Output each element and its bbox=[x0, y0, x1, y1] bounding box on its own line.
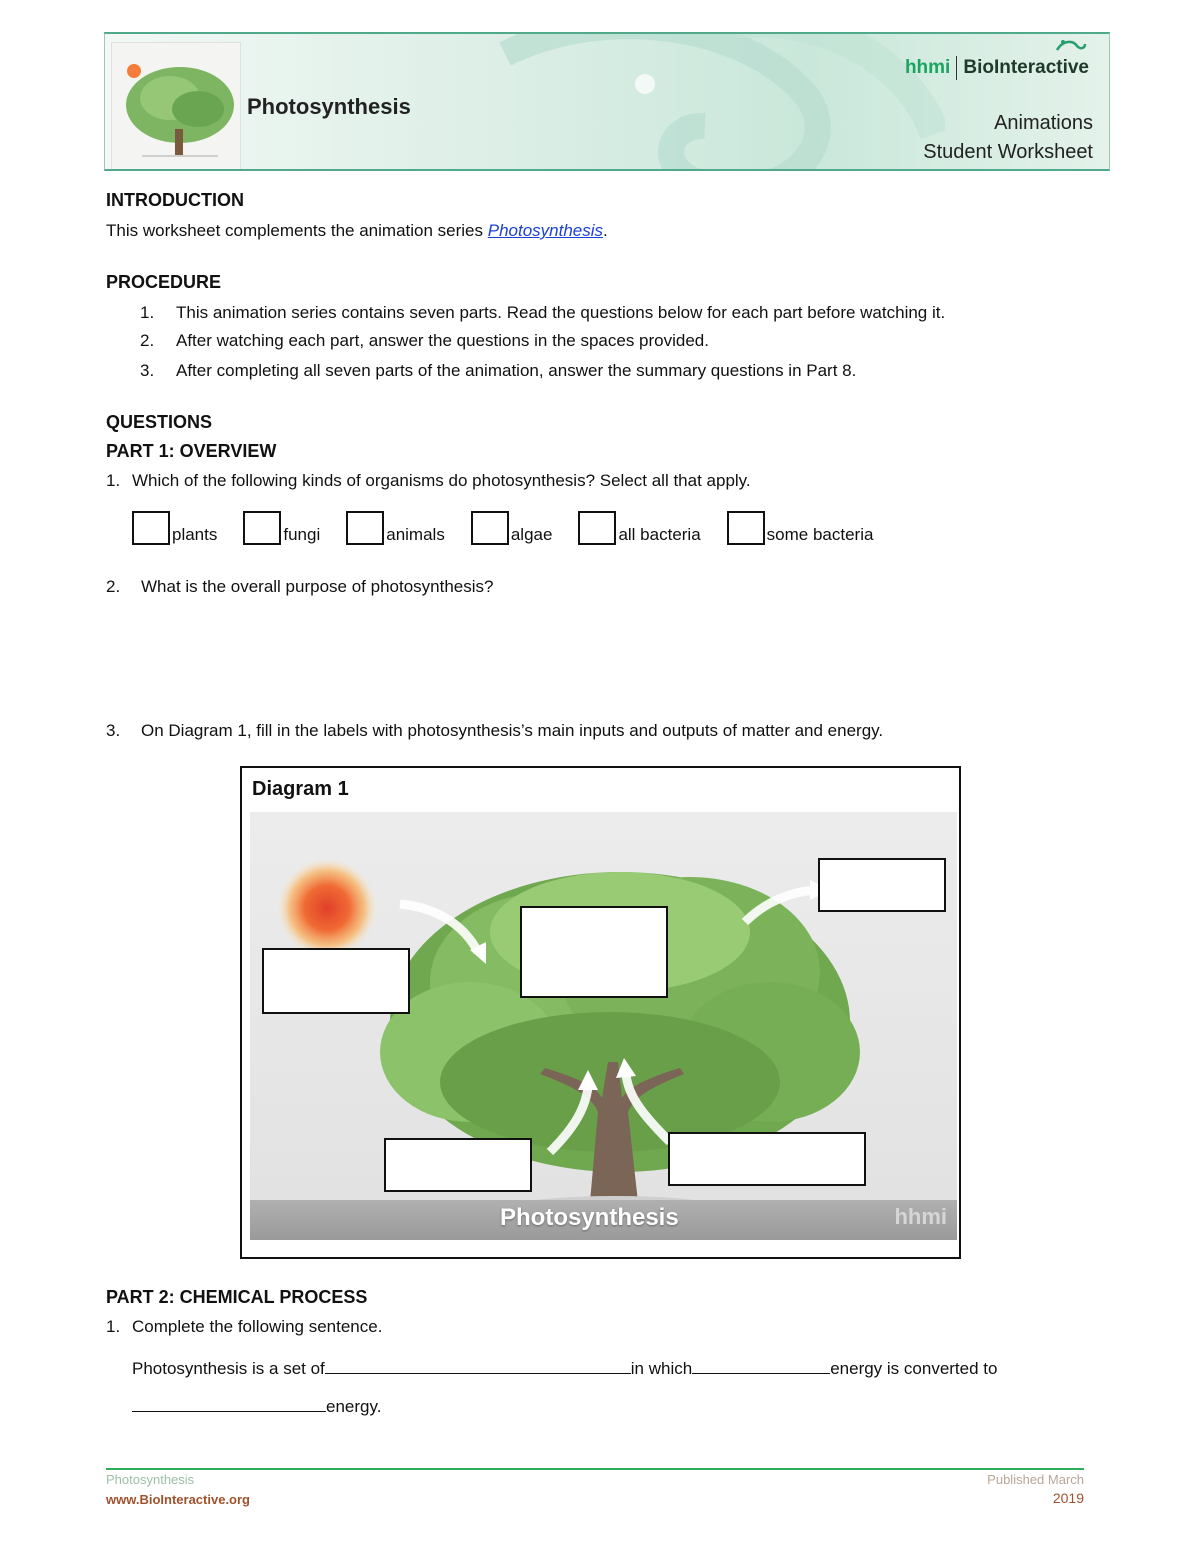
label-box-bottom-right[interactable] bbox=[668, 1132, 866, 1186]
blank-energy-type-1[interactable] bbox=[692, 1358, 830, 1374]
label-box-output[interactable] bbox=[818, 858, 946, 912]
option-label-some-bacteria: some bacteria bbox=[766, 525, 874, 544]
logo-hhmi: hhmi bbox=[904, 57, 951, 78]
diagram-watermark: hhmi bbox=[894, 1204, 947, 1229]
checkbox-some-bacteria[interactable] bbox=[727, 511, 765, 545]
introduction-text-before: This worksheet complements the animation series bbox=[106, 221, 488, 240]
option-label-plants: plants bbox=[172, 525, 218, 544]
checkbox-all-bacteria[interactable] bbox=[578, 511, 616, 545]
part1-q3-num: 3. bbox=[106, 721, 121, 740]
sentence-part-b: in which bbox=[630, 1359, 693, 1378]
banner-subtitle-worksheet: Student Worksheet bbox=[923, 141, 1093, 163]
footer-url[interactable]: www.BioInteractive.org bbox=[106, 1492, 250, 1507]
option-all-bacteria[interactable] bbox=[578, 511, 700, 545]
option-label-algae: algae bbox=[510, 525, 553, 544]
biointeractive-logo bbox=[905, 56, 1089, 80]
part2-q1-text: Complete the following sentence. bbox=[132, 1317, 383, 1336]
option-label-fungi: fungi bbox=[283, 525, 321, 544]
option-plants[interactable] bbox=[132, 511, 217, 545]
diagram-scene bbox=[250, 812, 957, 1252]
banner-subtitle-animations: Animations bbox=[994, 112, 1093, 134]
part2-sentence-line2 bbox=[132, 1396, 381, 1417]
part1-q3-text: On Diagram 1, fill in the labels with photosynthesis’s main inputs and outputs of matter and energy. bbox=[141, 721, 884, 740]
diagram-1 bbox=[240, 766, 961, 1259]
option-some-bacteria[interactable] bbox=[727, 511, 874, 545]
introduction-heading: INTRODUCTION bbox=[106, 190, 244, 210]
option-animals[interactable] bbox=[346, 511, 445, 545]
organism-options bbox=[132, 505, 887, 545]
option-fungi[interactable] bbox=[243, 511, 320, 545]
sun-icon bbox=[277, 858, 377, 958]
footer-divider bbox=[106, 1468, 1084, 1470]
label-box-sunlight[interactable] bbox=[262, 948, 410, 1014]
sentence-part-a: Photosynthesis is a set of bbox=[132, 1359, 325, 1378]
part2-q1-num: 1. bbox=[106, 1317, 121, 1336]
procedure-heading: PROCEDURE bbox=[106, 272, 222, 292]
introduction-text-after: . bbox=[603, 221, 608, 240]
footer-title: Photosynthesis bbox=[106, 1472, 195, 1487]
checkbox-animals[interactable] bbox=[346, 511, 384, 545]
procedure-item-3: After completing all seven parts of the animation, answer the summary questions in Part 8. bbox=[176, 361, 857, 380]
part1-q1-text: Which of the following kinds of organisms do photosynthesis? Select all that apply. bbox=[132, 471, 751, 490]
part2-sentence-line1 bbox=[132, 1358, 997, 1379]
part1-heading: PART 1: OVERVIEW bbox=[106, 441, 277, 461]
option-label-animals: animals bbox=[386, 525, 445, 544]
procedure-item-1: This animation series contains seven parts. Read the questions below for each part before watching it. bbox=[176, 303, 946, 322]
option-algae[interactable] bbox=[471, 511, 553, 545]
label-box-canopy[interactable] bbox=[520, 906, 668, 998]
blank-energy-type-2[interactable] bbox=[132, 1396, 326, 1412]
logo-biointeractive: BioInteractive bbox=[963, 57, 1089, 78]
logo-divider bbox=[956, 56, 957, 80]
header-banner bbox=[104, 32, 1110, 171]
checkbox-plants[interactable] bbox=[132, 511, 170, 545]
part1-q2-text: What is the overall purpose of photosynthesis? bbox=[141, 577, 494, 596]
sentence-part-c: energy is converted to bbox=[830, 1359, 998, 1378]
checkbox-fungi[interactable] bbox=[243, 511, 281, 545]
diagram-caption: Photosynthesis bbox=[500, 1204, 679, 1231]
questions-heading: QUESTIONS bbox=[106, 412, 213, 432]
procedure-num-3: 3. bbox=[140, 361, 155, 380]
procedure-num-1: 1. bbox=[140, 303, 155, 322]
blank-set-of[interactable] bbox=[325, 1358, 631, 1374]
part1-q1-num: 1. bbox=[106, 471, 121, 490]
checkbox-algae[interactable] bbox=[471, 511, 509, 545]
procedure-item-2: After watching each part, answer the questions in the spaces provided. bbox=[176, 331, 709, 350]
lizard-logo-icon bbox=[1055, 36, 1087, 56]
label-box-bottom-left[interactable] bbox=[384, 1138, 532, 1192]
decorative-swirl bbox=[485, 32, 945, 171]
banner-title: Photosynthesis bbox=[247, 94, 411, 119]
tree-thumbnail bbox=[111, 42, 241, 170]
part1-q2-num: 2. bbox=[106, 577, 121, 596]
sentence-part-d: energy. bbox=[326, 1397, 382, 1416]
diagram-title: Diagram 1 bbox=[252, 778, 349, 800]
part2-heading: PART 2: CHEMICAL PROCESS bbox=[106, 1287, 368, 1307]
procedure-num-2: 2. bbox=[140, 331, 155, 350]
introduction-text bbox=[106, 221, 608, 241]
footer-published: Published March bbox=[987, 1472, 1084, 1487]
footer-year: 2019 bbox=[1052, 1490, 1084, 1506]
photosynthesis-link[interactable]: Photosynthesis bbox=[487, 221, 604, 240]
option-label-all-bacteria: all bacteria bbox=[618, 525, 701, 544]
